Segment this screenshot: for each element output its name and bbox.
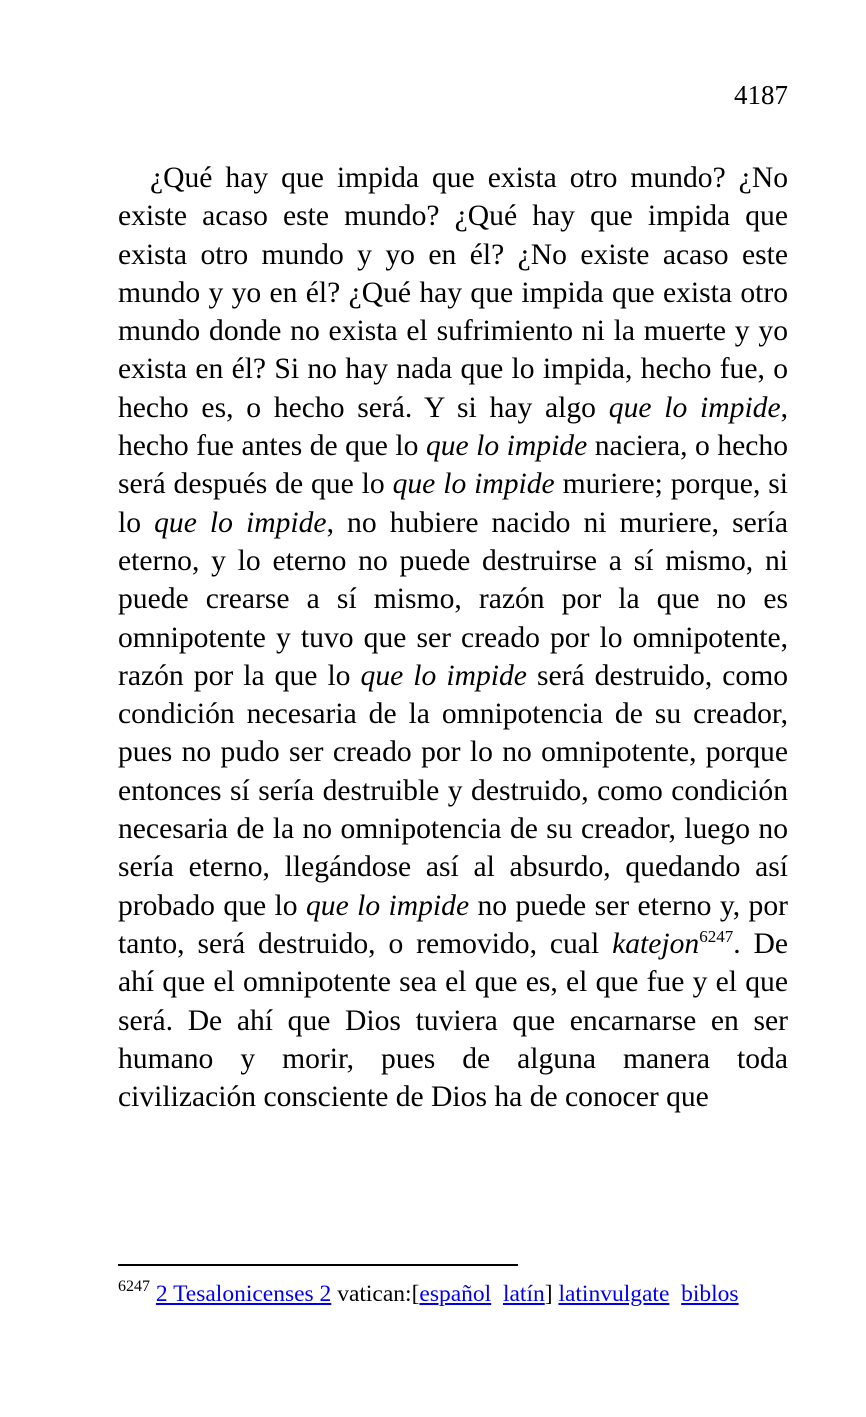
text-run: naciera, o hecho será después de que lo (118, 430, 789, 501)
text-run: . De ahí que el omnipotente sea el que es, el que fue y el que será. De ahí que Dios tuviera que encarnarse en ser humano y morir, pues de alguna manera toda civilización consciente de Dios ha de conocer que (118, 927, 788, 1114)
footnote-reference: 6247 (699, 926, 734, 946)
text-run: no puede ser eterno y, por tanto, será destruido, o removido, cual (118, 889, 788, 960)
italic-word-katejon: katejon (612, 927, 700, 960)
footnote-number: 6247 (118, 1278, 150, 1295)
footnote-close-bracket: ] (544, 1281, 553, 1307)
footnote (118, 1278, 808, 1310)
text-run: ¿Qué hay que impida que exista otro mundo? ¿No existe acaso este mundo? ¿Qué hay que impida que exista otro mundo y yo en él? ¿No existe acaso este mundo y yo en él? ¿Qué hay que impida que exista otro mundo donde no exista el sufrimiento ni la muerte y yo exista en él? Si no hay nada que lo impida, hecho fue, o hecho es, o hecho será. Y si hay algo (118, 162, 788, 424)
italic-phrase: que lo impide (154, 506, 327, 539)
link-espanol[interactable]: español (419, 1281, 492, 1307)
italic-phrase: que lo impide (425, 430, 588, 463)
italic-phrase: que lo impide (608, 391, 781, 424)
footnote-source-label: vatican:[ (337, 1281, 420, 1307)
text-run: , hecho fue antes de que lo (118, 391, 789, 463)
body-paragraph (118, 159, 788, 1116)
link-latinvulgate[interactable]: latinvulgate (558, 1281, 670, 1307)
italic-phrase: que lo impide (392, 468, 555, 501)
link-2-tesalonicenses[interactable]: 2 Tesalonicenses 2 (155, 1281, 332, 1307)
italic-phrase: que lo impide (360, 659, 527, 692)
italic-phrase: que lo impide (305, 889, 470, 922)
page-number: 4187 (734, 80, 788, 110)
text-run: muriere; porque, si lo (118, 468, 788, 539)
text-run: , no hubiere nacido ni muriere, sería eterno, y lo eterno no puede destruirse a sí mismo, ni puede crearse a sí mismo, razón por la que no es omnipotente y tuvo que ser creado por lo omnipotente, razón por la que lo (118, 506, 788, 692)
footnote-divider (118, 1264, 518, 1266)
link-latin[interactable]: latín (502, 1281, 545, 1307)
text-run: será destruido, como condición necesaria de la omnipotencia de su creador, pues no pudo ser creado por lo no omnipotente, porque entonces sí sería destruible y destruido, como condición necesaria de la no omnipotencia de su creador, luego no sería eterno, llegándose así al absurdo, quedando así probado que lo (118, 659, 789, 922)
link-biblos[interactable]: biblos (681, 1281, 739, 1307)
